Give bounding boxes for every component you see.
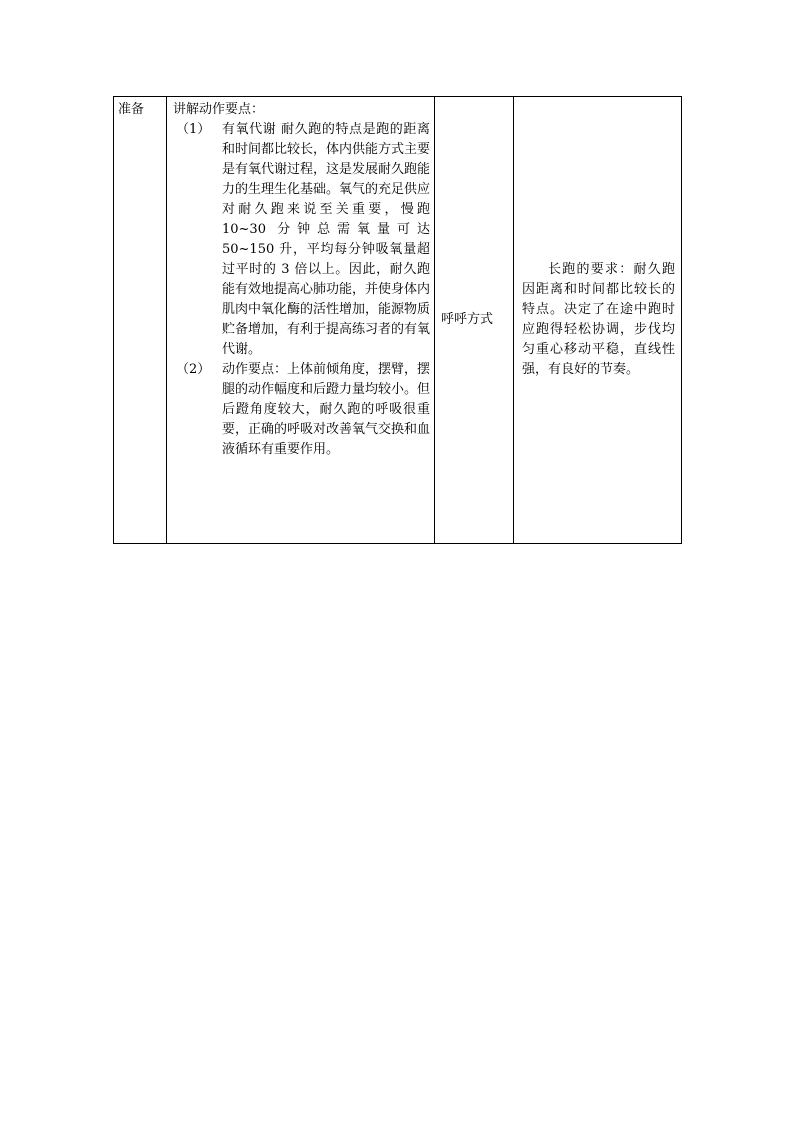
note-cell (514, 97, 682, 544)
item-number: （2） (176, 362, 211, 377)
note-text: 长跑的要求：耐久跑因距离和时间都比较长的特点。决定了在途中跑时应跑得轻松协调，步伐均匀重心移动平稳，直线性强，有良好的节奏。 (522, 262, 675, 377)
item-text: 动作要点：上体前倾角度，摆臂，摆腿的动作幅度和后蹬力量均较小。但后蹬角度较大，耐久跑的呼吸很重要，正确的呼吸对改善氧气交换和血液循环有重要作用。 (222, 362, 431, 457)
list-item (173, 360, 430, 460)
list-item (173, 120, 430, 360)
item-text: 有氧代谢 耐久跑的特点是跑的距离和时间都比较长，体内供能方式主要是有氧代谢过程，这是发展耐久跑能力的生理生化基础。氧气的充足供应对耐久跑来说至关重要，慢跑 10~30 分钟总需氧量可达 50~150 升，平均每分钟吸氧量超过平时的 3 倍以上。因此，耐久跑能有效地提高心肺功能，并使身体内肌肉中氧化酶的活性增加，能源物质贮备增加，有利于提高练习者的有氧代谢。 (222, 122, 431, 357)
content-heading: 讲解动作要点： (173, 102, 265, 117)
lesson-plan-table (113, 96, 682, 544)
key-points-list (173, 120, 430, 460)
stage-cell (114, 97, 167, 544)
method-text: 呼呼方式 (441, 312, 494, 327)
table-row (114, 97, 682, 544)
content-cell (167, 97, 435, 544)
item-number: （1） (176, 122, 211, 137)
method-cell (435, 97, 514, 544)
stage-label: 准备 (118, 102, 145, 117)
